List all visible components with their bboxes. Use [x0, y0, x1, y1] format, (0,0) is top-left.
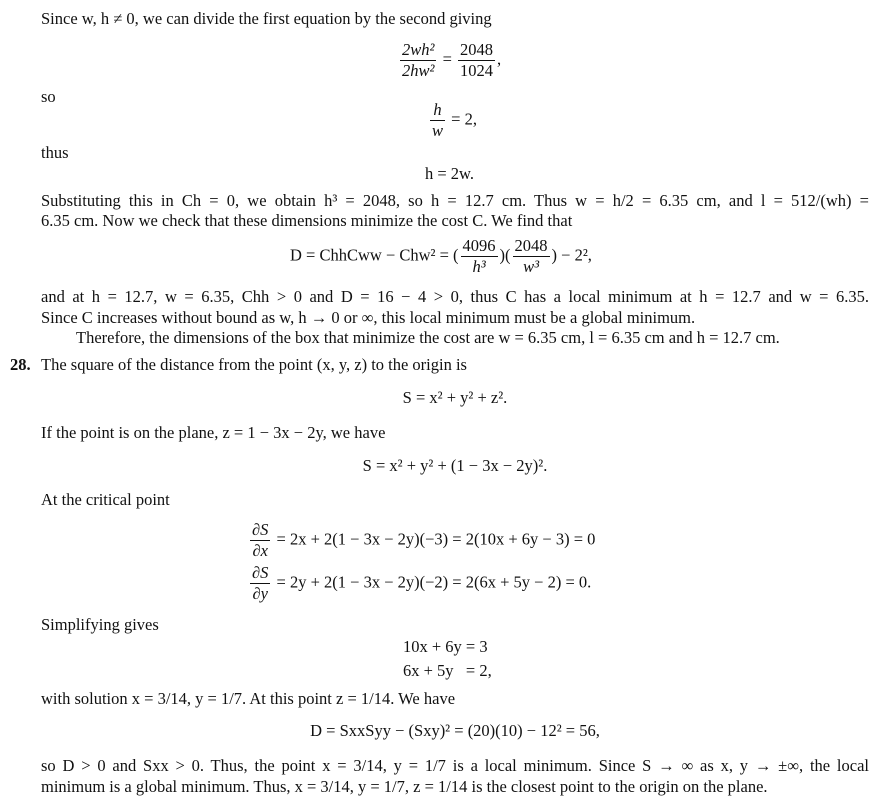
- paragraph-final-1: so D > 0 and Sxx > 0. Thus, the point x = 3/14, y = 1/7 is a local minimum. Since S → ∞ as x, y → ±∞, the local: [41, 756, 869, 775]
- equation-D-cost: D = ChhCww − Chw² = ( $\frac{4096}{\text{h³}}$ )( $\frac{2048}{\text{w³}}$ ) − 2²,: [290, 236, 592, 276]
- fraction-right: $\frac{2048}{1024}$: [460, 40, 494, 80]
- fraction-dS-dy: $\frac{\partial S}{\partial y}$: [252, 563, 269, 603]
- paragraph-local-min-1: and at h = 12.7, w = 6.35, Chh > 0 and D = 16 − 4 > 0, thus C has a local minimum at h = 12.7 and w = 6.35.: [41, 287, 869, 306]
- equation-system-2: 6x + 5y = 2,: [403, 661, 492, 680]
- equation-h-over-w: $\frac{h}{w}$ = 2,: [432, 100, 477, 140]
- equation-ratio: $\frac{\text{2wh²}}{\text{2hw²}}$ = $\frac{2048}{1024}$ ,: [402, 40, 502, 80]
- label-thus: thus: [41, 143, 69, 162]
- fraction-dS-dx: $\frac{\partial S}{\partial x}$: [252, 520, 269, 560]
- equation-dS-dy: $\frac{\partial S}{\partial y}$ = 2y + 2(1 − 3x − 2y)(−2) = 2(6x + 5y − 2) = 0.: [252, 563, 592, 603]
- paragraph-local-min-2: Since C increases without bound as w, h → 0 or ∞, this local minimum must be a global minimum.: [41, 308, 696, 327]
- equation-S2: S = x² + y² + (1 − 3x − 2y)².: [362, 456, 548, 475]
- equation-dS-dx: $\frac{\partial S}{\partial x}$ = 2x + 2(1 − 3x − 2y)(−3) = 2(10x + 6y − 3) = 0: [252, 520, 596, 560]
- label-so: so: [41, 87, 56, 106]
- paragraph-simplifying: Simplifying gives: [41, 615, 159, 634]
- paragraph-divide: Since w, h ≠ 0, we can divide the first equation by the second giving: [41, 9, 492, 28]
- equation-S1: S = x² + y² + z².: [402, 388, 508, 407]
- paragraph-plane: If the point is on the plane, z = 1 − 3x − 2y, we have: [41, 423, 386, 442]
- fraction-h-w: $\frac{h}{w}$: [432, 100, 444, 140]
- fraction-2048: $\frac{2048}{\text{w³}}$: [514, 236, 548, 276]
- paragraph-critical: At the critical point: [41, 490, 170, 509]
- problem-number: 28.: [10, 355, 31, 374]
- paragraph-final-2: minimum is a global minimum. Thus, x = 3/14, y = 1/7, z = 1/14 is the closest point to the origin on the plane.: [41, 777, 768, 796]
- fraction-4096: $\frac{4096}{\text{h³}}$: [462, 236, 496, 276]
- paragraph-substitute-2: 6.35 cm. Now we check that these dimensions minimize the cost C. We find that: [41, 211, 573, 230]
- equation-h-equals-2w: h = 2w.: [425, 164, 475, 183]
- paragraph-distance: The square of the distance from the point (x, y, z) to the origin is: [41, 355, 467, 374]
- paragraph-solution: with solution x = 3/14, y = 1/7. At this point z = 1/14. We have: [41, 689, 456, 708]
- equation-system-1: 10x + 6y = 3: [403, 637, 488, 656]
- fraction-left: $\frac{\text{2wh²}}{\text{2hw²}}$: [402, 40, 435, 80]
- paragraph-substitute-1: Substituting this in Ch = 0, we obtain h³ = 2048, so h = 12.7 cm. Thus w = h/2 = 6.35 cm, and l = 512/(wh) =: [41, 191, 869, 210]
- equation-D2: D = SxxSyy − (Sxy)² = (20)(10) − 12² = 56,: [310, 721, 600, 740]
- paragraph-conclusion: Therefore, the dimensions of the box that minimize the cost are w = 6.35 cm, l = 6.35 cm and h = 12.7 cm.: [76, 328, 780, 347]
